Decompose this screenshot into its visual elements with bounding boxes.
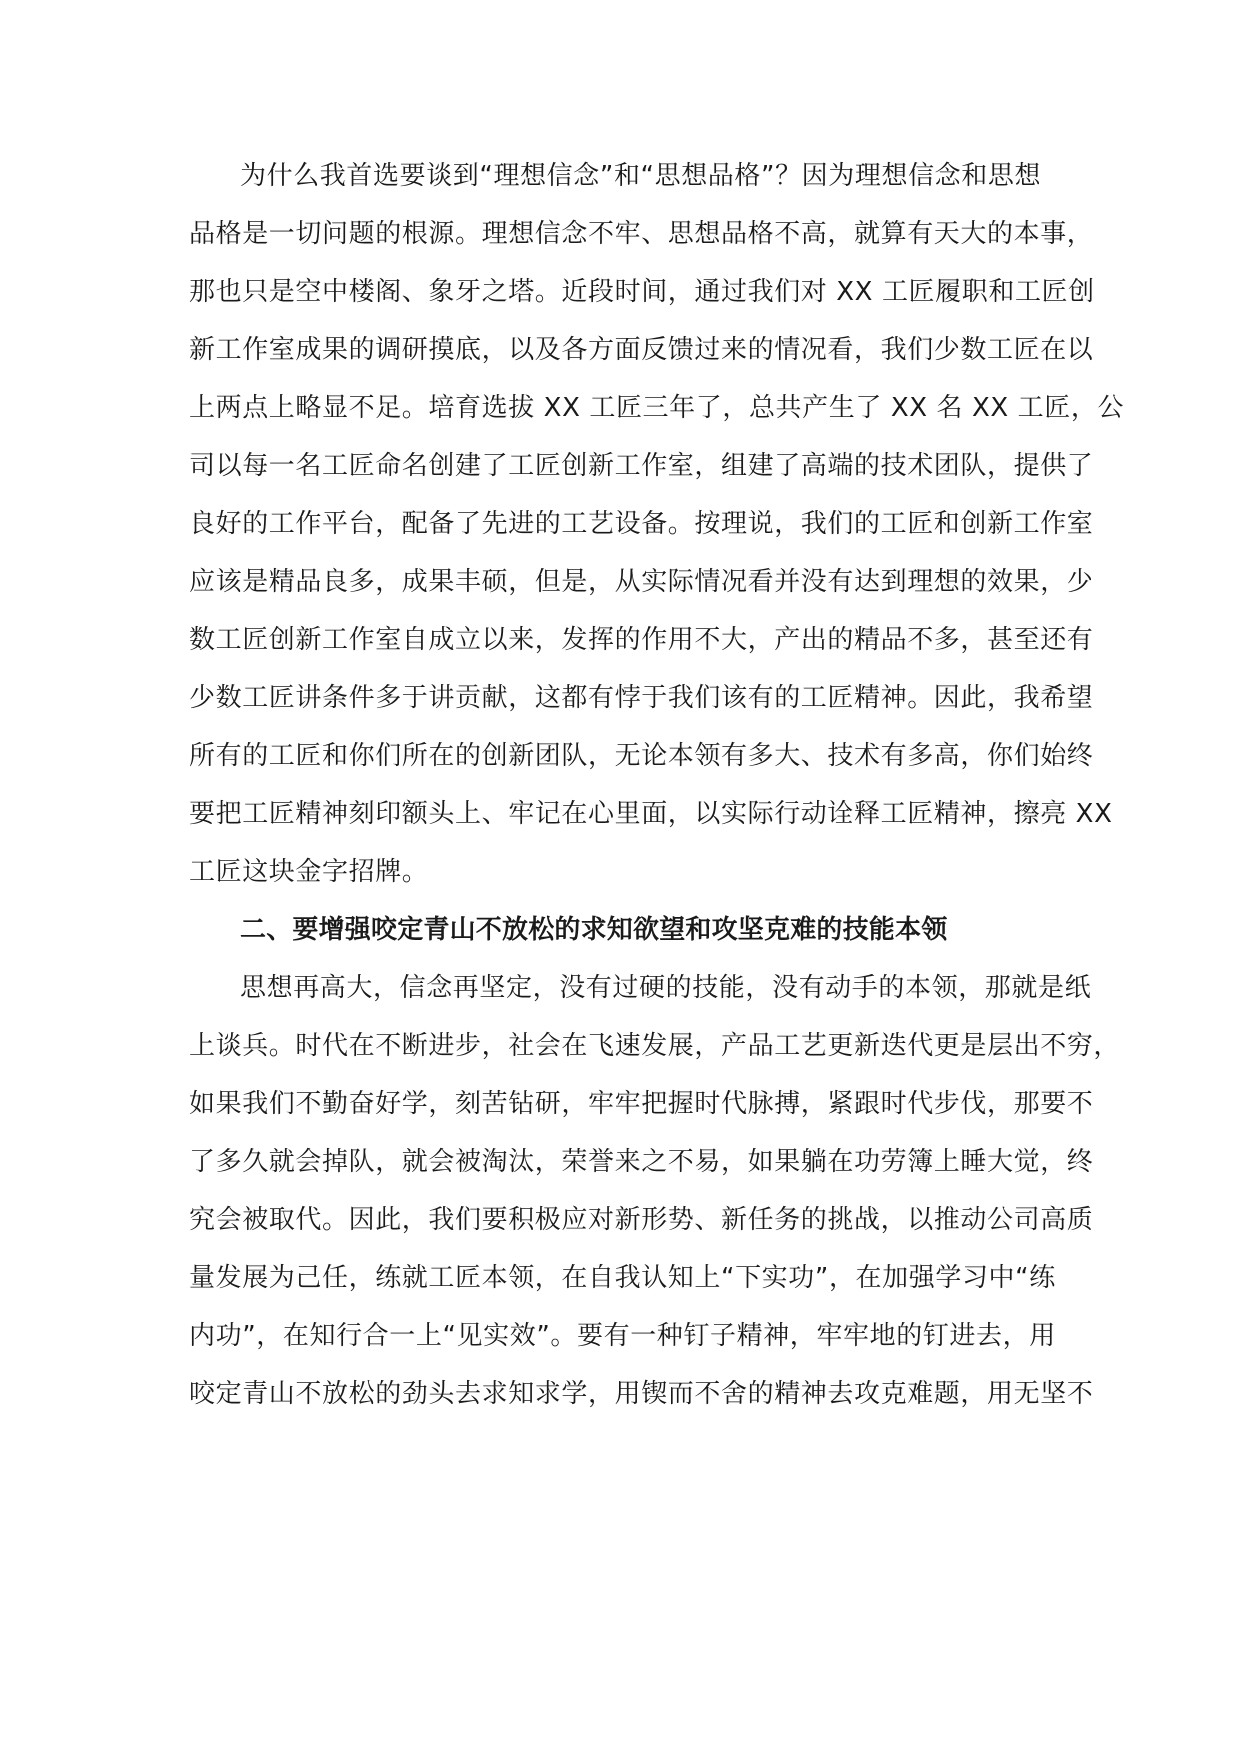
- paragraph-2-line-5: 究会被取代。因此，我们要积极应对新形势、新任务的挑战，以推动公司高质: [189, 1205, 1094, 1235]
- paragraph-2-line-1: 思想再高大，信念再坚定，没有过硬的技能，没有动手的本领，那就是纸: [240, 973, 1092, 1003]
- paragraph-1-line-11: 所有的工匠和你们所在的创新团队，无论本领有多大、技术有多高，你们始终: [189, 741, 1094, 771]
- paragraph-1-line-6: 司以每一名工匠命名创建了工匠创新工作室，组建了高端的技术团队，提供了: [189, 451, 1094, 481]
- section-heading: 二、要增强咬定青山不放松的求知欲望和攻坚克难的技能本领: [240, 915, 948, 945]
- paragraph-1-line-2: 品格是一切问题的根源。理想信念不牢、思想品格不高，就算有天大的本事，: [189, 219, 1094, 249]
- paragraph-1-line-3: 那也只是空中楼阁、象牙之塔。近段时间，通过我们对 XX 工匠履职和工匠创: [189, 277, 1095, 307]
- paragraph-1-line-1: 为什么我首选要谈到“理想信念”和“思想品格”？因为理想信念和思想: [240, 161, 1042, 191]
- paragraph-1-line-9: 数工匠创新工作室自成立以来，发挥的作用不大，产出的精品不多，甚至还有: [189, 625, 1094, 655]
- paragraph-1-line-4: 新工作室成果的调研摸底，以及各方面反馈过来的情况看，我们少数工匠在以: [189, 335, 1094, 365]
- paragraph-1-line-8: 应该是精品良多，成果丰硕，但是，从实际情况看并没有达到理想的效果，少: [189, 567, 1094, 597]
- paragraph-2-line-6: 量发展为己任，练就工匠本领，在自我认知上“下实功”，在加强学习中“练: [189, 1263, 1056, 1293]
- paragraph-2-line-3: 如果我们不勤奋好学，刻苦钻研，牢牢把握时代脉搏，紧跟时代步伐，那要不: [189, 1089, 1094, 1119]
- paragraph-1-line-10: 少数工匠讲条件多于讲贡献，这都有悖于我们该有的工匠精神。因此，我希望: [189, 683, 1094, 713]
- paragraph-1-line-13: 工匠这块金字招牌。: [189, 857, 429, 887]
- paragraph-2-line-8: 咬定青山不放松的劲头去求知求学，用锲而不舍的精神去攻克难题，用无坚不: [189, 1379, 1094, 1409]
- paragraph-2-line-2: 上谈兵。时代在不断进步，社会在飞速发展，产品工艺更新迭代更是层出不穷，: [189, 1031, 1121, 1061]
- paragraph-1-line-7: 良好的工作平台，配备了先进的工艺设备。按理说，我们的工匠和创新工作室: [189, 509, 1094, 539]
- paragraph-2-line-4: 了多久就会掉队，就会被淘汰，荣誉来之不易，如果躺在功劳簿上睡大觉，终: [189, 1147, 1094, 1177]
- paragraph-2-line-7: 内功”，在知行合一上“见实效”。要有一种钉子精神，牢牢地的钉进去，用: [189, 1321, 1056, 1351]
- paragraph-1-line-12: 要把工匠精神刻印额头上、牢记在心里面，以实际行动诠释工匠精神，擦亮 XX: [189, 799, 1113, 829]
- paragraph-1-line-5: 上两点上略显不足。培育选拔 XX 工匠三年了，总共产生了 XX 名 XX 工匠，公: [189, 393, 1125, 423]
